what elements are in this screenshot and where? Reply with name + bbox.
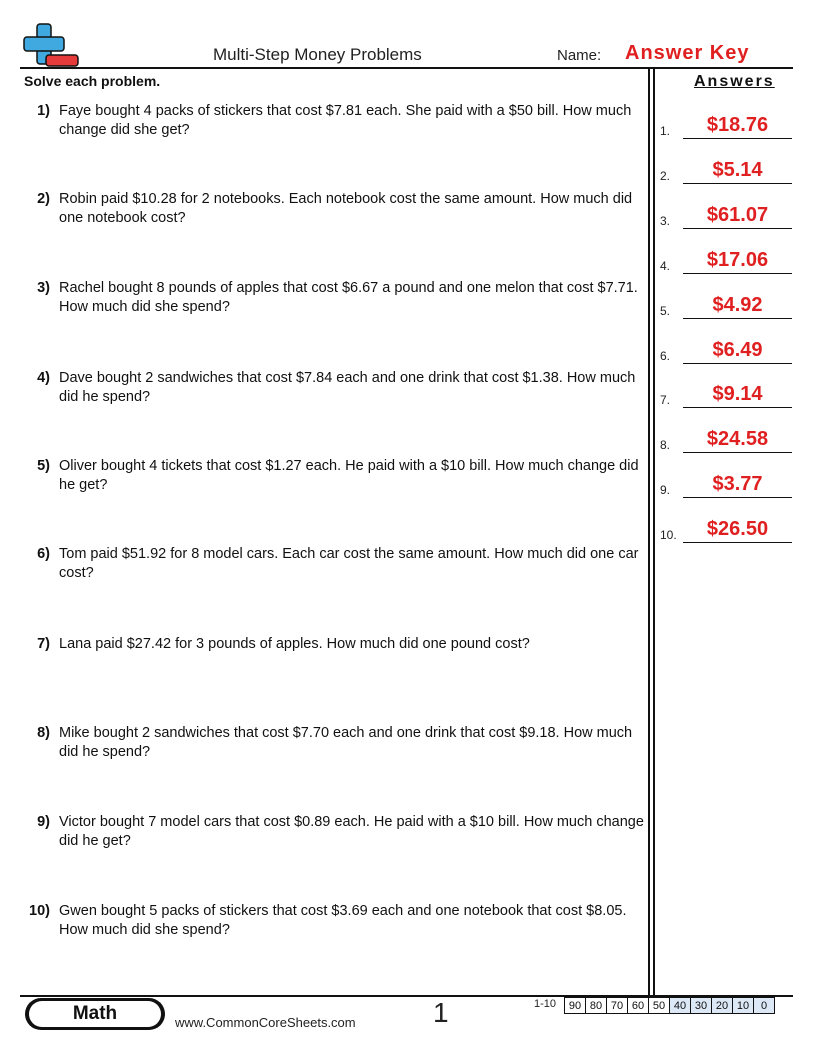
problem-number: 9) [37, 814, 50, 830]
page-title: Multi-Step Money Problems [213, 45, 422, 64]
problem-text: Rachel bought 8 pounds of apples that cost $6.67 a pound and one melon that cost $7.71. How much did she spend? [59, 280, 638, 315]
column-divider [653, 69, 655, 996]
answer-number: 6. [660, 349, 671, 363]
subject-label: Math [29, 1001, 161, 1027]
problem-text: Victor bought 7 model cars that cost $0.89 each. He paid with a $10 bill. How much change did he get? [59, 814, 644, 849]
answer-number: 4. [660, 259, 671, 273]
page-number: 1 [433, 997, 449, 1028]
score-cell: 60 [628, 998, 649, 1014]
answer-line [683, 407, 792, 408]
score-cell: 30 [691, 998, 712, 1014]
answer-value: $26.50 [706, 518, 769, 540]
answer-value: $9.14 [712, 383, 763, 405]
answer-line [683, 452, 792, 453]
problem-text: Lana paid $27.42 for 3 pounds of apples. How much did one pound cost? [59, 636, 530, 652]
problem-text: Robin paid $10.28 for 2 notebooks. Each notebook cost the same amount. How much did one notebook cost? [59, 191, 633, 226]
problem-text: Mike bought 2 sandwiches that cost $7.70 each and one drink that cost $9.18. How much did he spend? [59, 725, 633, 760]
website-link[interactable]: www.CommonCoreSheets.com [175, 1015, 356, 1030]
score-cell: 70 [607, 998, 628, 1014]
score-cell: 80 [586, 998, 607, 1014]
answer-line [683, 273, 792, 274]
answer-value: $61.07 [706, 204, 769, 226]
answers-heading: Answers [694, 73, 775, 90]
answer-value: $3.77 [712, 473, 763, 495]
score-range-label: 1-10 [534, 998, 557, 1010]
answer-line [683, 542, 792, 543]
answer-value: $5.14 [712, 159, 763, 181]
score-cell: 0 [754, 998, 775, 1014]
header-divider [20, 67, 793, 69]
score-cell: 50 [649, 998, 670, 1014]
answer-number: 7. [660, 393, 671, 407]
problem-number: 2) [37, 191, 50, 207]
problem-number: 7) [37, 636, 50, 652]
answer-line [683, 363, 792, 364]
answer-line [683, 318, 792, 319]
answer-value: $4.92 [712, 294, 763, 316]
plus-minus-logo-icon [22, 22, 80, 68]
answer-value: $18.76 [706, 114, 769, 136]
answer-number: 3. [660, 214, 671, 228]
problem-number: 3) [37, 280, 50, 296]
answer-number: 8. [660, 438, 671, 452]
answer-line [683, 138, 792, 139]
answer-line [683, 228, 792, 229]
answer-number: 1. [660, 124, 671, 138]
score-cell: 40 [670, 998, 691, 1014]
score-cell: 10 [733, 998, 754, 1014]
answer-value: $24.58 [706, 428, 769, 450]
problem-text: Tom paid $51.92 for 8 model cars. Each car cost the same amount. How much did one car cost? [59, 546, 639, 581]
problem-text: Dave bought 2 sandwiches that cost $7.84 each and one drink that cost $1.38. How much did he spend? [59, 370, 636, 405]
instructions: Solve each problem. [24, 73, 161, 89]
answer-number: 9. [660, 483, 671, 497]
answer-number: 5. [660, 304, 671, 318]
answer-number: 10. [660, 528, 677, 542]
problem-number: 10) [29, 903, 50, 919]
answer-line [683, 183, 792, 184]
problem-number: 4) [37, 370, 50, 386]
answer-key-label: Answer Key [625, 42, 750, 64]
problem-text: Gwen bought 5 packs of stickers that cost $3.69 each and one notebook that cost $8.05. How much did she spend? [59, 903, 627, 938]
answer-line [683, 497, 792, 498]
answer-value: $17.06 [706, 249, 769, 271]
problem-number: 6) [37, 546, 50, 562]
score-cell: 20 [712, 998, 733, 1014]
problem-number: 8) [37, 725, 50, 741]
answer-number: 2. [660, 169, 671, 183]
problem-text: Oliver bought 4 tickets that cost $1.27 each. He paid with a $10 bill. How much change did he get? [59, 458, 639, 493]
score-table [564, 997, 775, 1014]
answer-value: $6.49 [712, 339, 763, 361]
problem-text: Faye bought 4 packs of stickers that cost $7.81 each. She paid with a $50 bill. How much change did she get? [59, 103, 632, 138]
problem-number: 1) [37, 103, 50, 119]
name-label: Name: [557, 47, 602, 64]
score-cell: 90 [565, 998, 586, 1014]
problem-number: 5) [37, 458, 50, 474]
